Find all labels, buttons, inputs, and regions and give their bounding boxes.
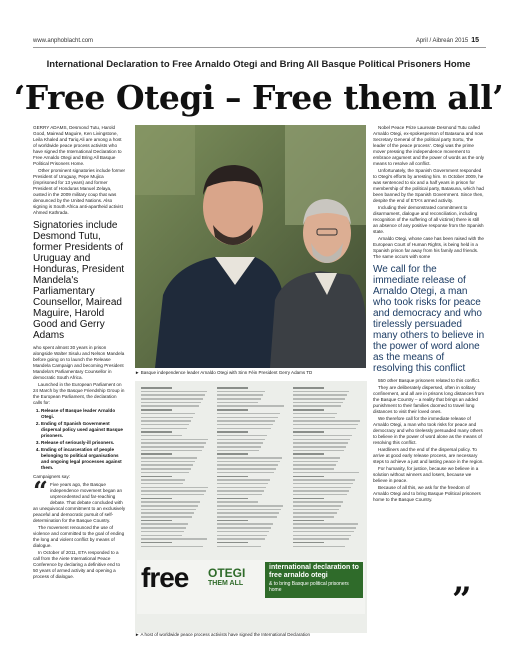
doc-text-line — [293, 498, 324, 500]
doc-text-line — [217, 487, 266, 489]
doc-text-line — [293, 520, 324, 522]
doc-text-line — [141, 398, 203, 400]
right-pull-quote: We call for the immediate release of Arnaldo Otegi, a man who took risks for peace and democracy and who tirelessly persuaded many others to believe in the power of word alone as the means of resolving this conflict — [373, 264, 485, 374]
doc-text-line — [141, 453, 172, 455]
doc-text-line — [141, 535, 182, 537]
right-p2: Unfortunately, the Spanish Government responded to Otegi's efforts by arresting him. In October 2009, he was sentenced to six and a half years in prison for membership of the political party, Batasuna, which had been banned by the Spanish Government. Since then, despite the end of ETA's armed activity. — [373, 168, 484, 203]
doc-text-line — [217, 468, 276, 470]
right-p5: 550 other Basque prisoners related to this conflict. — [378, 378, 481, 383]
doc-text-line — [293, 457, 340, 459]
left-p2: Other prominent signatories include former President of Uruguay, Pepe Mujica (imprisoned for 13 years) and former President of Honduras Manuel Zelaya, ousted in the 2009 military coup that was denounced by the United Nations. Also signing is South Africa anti-apartheid activist Ahmed Kathrada. — [33, 168, 126, 215]
doc-text-line — [217, 546, 261, 548]
doc-text-line — [217, 402, 258, 404]
doc-text-line — [293, 394, 347, 396]
left-p3: who spent almost 30 years in prison alongside Walter Sisulu and Nelson Mandela before going on to launch the Release Mandela Campaign and becoming President Mandela's Parliamentary Counsellor in democratic South Africa. — [33, 345, 125, 380]
quote-block — [33, 477, 126, 524]
doc-text-line — [141, 472, 189, 474]
list-item: 4. Ending of incarceration of people belonging to political organisations and ongoing legal processes against them. — [41, 447, 126, 471]
doc-text-line — [217, 439, 265, 441]
site-url[interactable]: www.anphoblacht.com — [33, 38, 94, 44]
doc-text-line — [141, 417, 193, 419]
doc-text-line — [217, 464, 278, 466]
doc-text-line — [217, 431, 248, 433]
open-quote-icon: “ — [33, 477, 48, 507]
doc-text-line — [141, 402, 201, 404]
doc-text-line — [141, 476, 172, 478]
doc-text-line — [141, 446, 204, 448]
doc-text-line — [293, 472, 359, 474]
doc-text-line — [141, 450, 202, 452]
doc-text-line — [141, 538, 207, 540]
doc-text-line — [217, 435, 267, 437]
doc-text-line — [293, 468, 334, 470]
doc-text-line — [293, 405, 341, 407]
doc-text-line — [141, 442, 206, 444]
doc-text-line — [293, 413, 337, 415]
doc-text-line — [217, 523, 273, 525]
doc-text-line — [217, 428, 271, 430]
doc-text-line — [293, 523, 358, 525]
doc-text-line — [293, 494, 347, 496]
doc-text-line — [217, 520, 248, 522]
doc-text-line — [217, 417, 278, 419]
doc-text-line — [217, 450, 259, 452]
doc-text-line — [217, 512, 279, 514]
doc-text-col — [293, 387, 361, 549]
doc-text-line — [217, 490, 264, 492]
doc-text-line — [293, 387, 324, 389]
doc-text-line — [141, 479, 185, 481]
doc-text-line — [141, 494, 204, 496]
right-p7: We therefore call for the immediate release of Arnaldo Otegi, a man who took risks for peace and democracy and who tirelessly persuaded many others to believe in the power of word alone as the means of resolving this conflict. — [373, 416, 483, 445]
header-rule — [33, 47, 486, 48]
demands-list — [33, 408, 126, 471]
doc-text-line — [293, 453, 324, 455]
photo-caption-text: Basque independence leader Arnaldo Otegi with Sinn Féin President Gerry Adams TD — [140, 370, 313, 375]
doc-text-line — [293, 446, 346, 448]
doc-text-line — [293, 516, 334, 518]
doc-text-line — [293, 531, 354, 533]
doc-text-line — [141, 542, 172, 544]
doc-text-line — [293, 512, 337, 514]
doc-text-line — [293, 439, 350, 441]
right-column — [373, 125, 485, 504]
doc-text-line — [217, 461, 280, 463]
left-p5: Campaigners say: — [33, 474, 71, 479]
doc-text-line — [217, 527, 271, 529]
doc-text-line — [141, 546, 203, 548]
doc-text-line — [217, 538, 265, 540]
doc-text-line — [293, 476, 324, 478]
right-p1: Nobel Peace Prize Laureate Desmond Tutu called Arnaldo Otegi, ex-spokesperson of Batasuna and now Secretary General of the political party Sortu, 'the leader of the peace process'. Otegi was the prime mover pressing the independence movement to embrace argument and the power of words as the only means to resolve all conflict. — [373, 125, 485, 166]
doc-text-line — [217, 509, 281, 511]
doc-text-line — [141, 527, 186, 529]
doc-text-line — [141, 461, 195, 463]
doc-text-line — [217, 479, 270, 481]
doc-text-line — [141, 394, 205, 396]
doc-text-line — [217, 405, 284, 407]
doc-text-line — [293, 487, 351, 489]
right-p4: Arnaldo Otegi, whose case has been raised with the European Court of Human Rights, is being held in a Spanish prison far away from his family and friends. The same occurs with some — [373, 236, 484, 259]
doc-text-line — [217, 476, 248, 478]
doc-text-line — [293, 542, 324, 544]
doc-text-line — [217, 420, 275, 422]
doc-text-line — [217, 531, 269, 533]
doc-text-line — [141, 487, 208, 489]
issue-date — [416, 37, 479, 44]
doc-text-line — [141, 413, 195, 415]
doc-text-line — [141, 464, 193, 466]
photo-otegi-adams — [135, 125, 366, 368]
doc-text-line — [141, 490, 206, 492]
photo-illustration — [135, 125, 366, 368]
doc-text-line — [141, 391, 207, 393]
left-p6: Five years ago, the Basque independence movement began an unprecedented and far-reaching debate. That debate concluded with an unequivocal commitment to an exclusively peaceful and democratic pursuit of self-determination for the Basque Country. — [33, 482, 126, 523]
doc-text-line — [217, 516, 277, 518]
doc-text-line — [217, 472, 274, 474]
doc-text-line — [141, 520, 172, 522]
left-p1: GERRY ADAMS, Desmond Tutu, Harold Good, Mairead Maguire, Ken Livingstone, Leila Khaled and Tariq Ali are among a host of worldwide peace process activists who have signed the International Declaration to Free Arnaldo Otegi and Bring All Basque Political Prisoners Home. — [33, 125, 122, 166]
logo-them-all: THEM ALL — [208, 580, 244, 587]
right-p9: For humanity, for justice, because we believe in a solution without winners and losers, because we believe in peace. — [373, 466, 479, 483]
doc-text-line — [141, 431, 172, 433]
doc-text-line — [293, 501, 343, 503]
doc-text-line — [293, 442, 348, 444]
doc-text-line — [293, 431, 324, 433]
declaration-title-box — [265, 562, 363, 598]
photo-caption: ► Basque independence leader Arnaldo Otegi with Sinn Féin President Gerry Adams TD — [135, 370, 313, 375]
doc-text-line — [293, 424, 358, 426]
doc-text-line — [217, 446, 261, 448]
doc-text-line — [217, 535, 267, 537]
doc-text-line — [293, 464, 336, 466]
doc-text-line — [217, 505, 283, 507]
doc-text-line — [293, 391, 349, 393]
doc-text-line — [217, 398, 261, 400]
document-caption: ► A host of worldwide peace process activists have signed the International Declaration — [135, 632, 311, 637]
left-p8: In October of 2011, ETA responded to a call from the Aiete International Peace Conference by declaring a definitive end to 50 years of armed activity and opening a process of dialogue. — [33, 550, 121, 579]
doc-text-line — [141, 516, 192, 518]
right-p10: Because of all this, we ask for the freedom of Arnaldo Otegi and to bring Basque Political prisoners home to the Basque Country. — [373, 485, 481, 502]
doc-text-line — [293, 398, 345, 400]
doc-text-line — [217, 394, 263, 396]
doc-text-line — [141, 435, 182, 437]
doc-text-line — [217, 498, 248, 500]
doc-text-line — [293, 409, 324, 411]
close-quote-icon: ” — [452, 580, 472, 620]
doc-text-line — [293, 435, 352, 437]
list-item: 2. Ending of Spanish Government dispersal policy used against Basque prisoners. — [41, 421, 126, 439]
doc-text-line — [141, 405, 199, 407]
list-item: 1. Release of Basque leader Arnaldo Otegi. — [41, 408, 126, 420]
doc-text-line — [141, 505, 198, 507]
logo-free: free — [141, 562, 189, 593]
right-p8: Hardliners and the end of the dispersal policy. To arrive at good early release process, are necessary steps to achieve a just and lasting peace in the region. — [373, 447, 484, 464]
doc-text-line — [217, 457, 282, 459]
right-p3: Including their demonstrated commitment to disarmament, dialogue and reconciliation, including recognition of the suffering of all victims) there is still an absence of any positive response from the Spanish state. — [373, 205, 484, 234]
doc-text-line — [141, 509, 196, 511]
headline: ‘Free Otegi – Free them all’ — [13, 78, 504, 117]
left-pull-quote: Signatories include Desmond Tutu, former Presidents of Uruguay and Honduras, President Mandela's Parliamentary Counsellor, Mairead Maguire, Harold Good and Gerry Adams — [33, 220, 125, 341]
doc-text-line — [217, 424, 273, 426]
doc-text-line — [217, 542, 248, 544]
doc-text-line — [217, 483, 268, 485]
declaration-title: international declaration to free arnaldo otegi — [269, 564, 359, 579]
doc-text-line — [141, 387, 172, 389]
left-p7: The movement renounced the use of violence and committed to the goal of ending the long and violent conflict by means of dialogue. — [33, 525, 125, 548]
doc-text-line — [141, 531, 184, 533]
doc-text-line — [293, 450, 344, 452]
doc-text-col — [217, 387, 285, 549]
doc-text-line — [141, 457, 197, 459]
doc-text-line — [293, 420, 360, 422]
doc-text-line — [293, 490, 349, 492]
doc-text-line — [293, 479, 355, 481]
doc-text-line — [293, 509, 339, 511]
logo-otegi: OTEGI — [208, 566, 246, 580]
doc-text-line — [141, 501, 200, 503]
doc-text-line — [141, 439, 208, 441]
doc-text-line — [141, 498, 172, 500]
date-text: April / Aibreán 2015 — [415, 38, 469, 44]
doc-text-line — [141, 420, 191, 422]
document-caption-text: A host of worldwide peace process activists have signed the International Declaration — [140, 632, 311, 637]
left-column — [33, 125, 126, 581]
doc-text-line — [217, 453, 248, 455]
right-p6: They are deliberately dispersed, often in solitary confinement, and all are in prisons long distances from the Basque Country – a reality that brings an added punishment to their families doomed to travel long distances to visit their loved ones. — [373, 385, 485, 414]
doc-text-line — [293, 417, 335, 419]
declaration-subtitle: & to bring Basque political prisoners home — [269, 581, 349, 593]
doc-text-line — [141, 424, 189, 426]
doc-text-line — [141, 409, 172, 411]
doc-text-line — [141, 512, 194, 514]
doc-text-line — [217, 494, 262, 496]
left-p4: Launched in the European Parliament on 24 March by the Basque Friendship Group in the European Parliament, the declaration calls for: — [33, 382, 125, 405]
doc-text-line — [293, 402, 343, 404]
page-number: 15 — [471, 37, 479, 44]
doc-text-line — [293, 461, 338, 463]
doc-text-line — [141, 428, 187, 430]
doc-text-line — [293, 483, 353, 485]
doc-text-line — [141, 468, 191, 470]
doc-text-line — [293, 535, 351, 537]
doc-text-line — [217, 409, 248, 411]
doc-text-line — [141, 483, 183, 485]
doc-text-line — [293, 527, 356, 529]
doc-text-line — [217, 391, 265, 393]
doc-text-col — [141, 387, 209, 549]
kicker: International Declaration to Free Arnaldo Otegi and Bring All Basque Political Prisoners Home — [46, 59, 471, 70]
doc-text-line — [293, 505, 341, 507]
doc-text-line — [293, 538, 349, 540]
list-item: 3. Release of seriously-ill prisoners. — [41, 440, 126, 446]
doc-text-line — [217, 413, 280, 415]
doc-text-line — [141, 523, 188, 525]
doc-text-line — [293, 546, 345, 548]
doc-text-line — [217, 501, 258, 503]
doc-text-line — [293, 428, 356, 430]
doc-text-line — [217, 387, 248, 389]
doc-text-line — [217, 442, 263, 444]
